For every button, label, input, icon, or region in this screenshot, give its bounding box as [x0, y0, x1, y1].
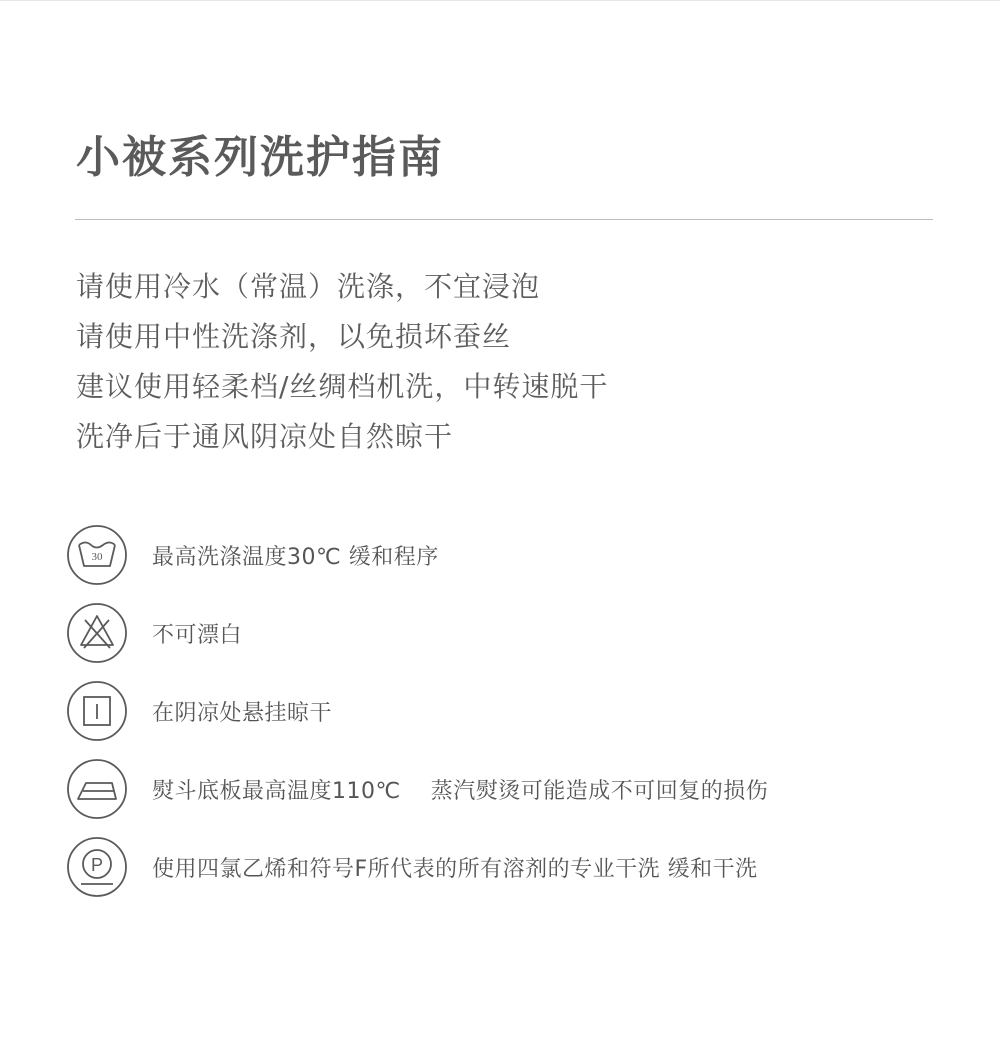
wash-temp-badge: 30: [91, 551, 103, 563]
top-border: [0, 0, 1000, 1]
iron-low-icon: [66, 758, 128, 820]
dry-clean-p-icon: [66, 836, 128, 898]
instruction-item: 建议使用轻柔档/丝绸档机洗，中转速脱干: [76, 370, 609, 403]
care-symbol-row: [66, 516, 768, 594]
care-symbol-text: 熨斗底板最高温度110℃ 蒸汽熨烫可能造成不可回复的损伤: [152, 778, 769, 804]
no-bleach-icon: [66, 602, 128, 664]
care-symbol-text: 不可漂白: [152, 622, 243, 648]
instruction-item: 请使用冷水（常温）洗涤，不宜浸泡: [76, 270, 541, 303]
instruction-item: 洗净后于通风阴凉处自然晾干: [76, 420, 454, 453]
care-symbol-text: 使用四氯乙烯和符号F所代表的所有溶剂的专业干洗 缓和干洗: [152, 856, 758, 882]
care-symbol-list: [66, 516, 768, 906]
title-divider: [75, 219, 933, 220]
care-symbol-row: [66, 594, 768, 672]
care-symbol-row: [66, 672, 768, 750]
line-dry-shade-icon: [66, 680, 128, 742]
dry-clean-badge: P: [90, 855, 104, 875]
care-symbol-row: [66, 750, 768, 828]
care-symbol-text: 在阴凉处悬挂晾干: [152, 700, 333, 726]
instruction-item: 请使用中性洗涤剂，以免损坏蚕丝: [76, 320, 512, 353]
instruction-list: [76, 262, 608, 462]
page-title: 小被系列洗护指南: [76, 132, 444, 183]
wash-30-icon: [66, 524, 128, 586]
care-symbol-row: [66, 828, 768, 906]
care-symbol-text: 最高洗涤温度30℃ 缓和程序: [152, 544, 439, 570]
